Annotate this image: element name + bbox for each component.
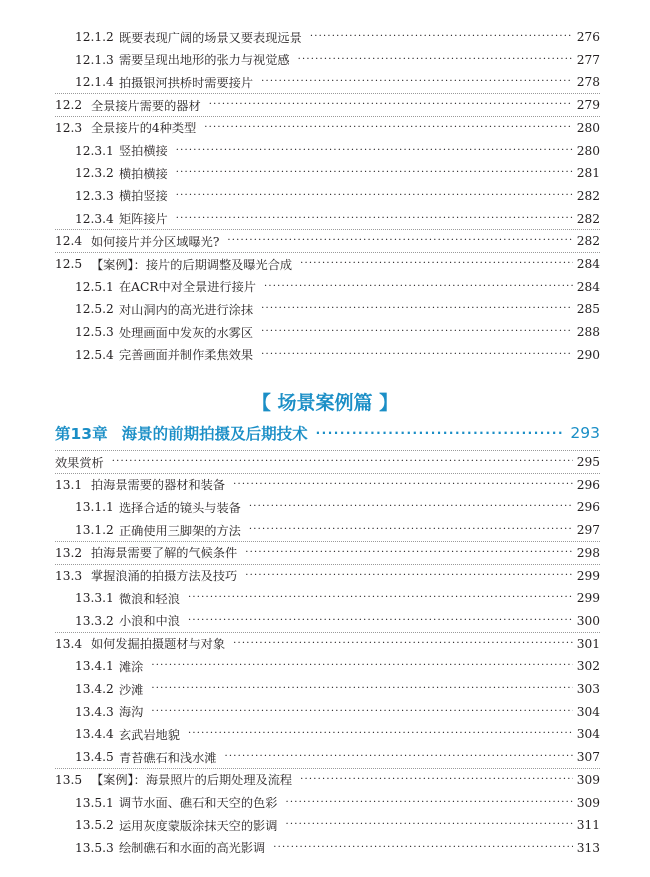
dot-leader xyxy=(233,633,573,655)
toc-section-row[interactable] xyxy=(55,474,600,496)
entry-number: 12.5.4 xyxy=(75,347,114,362)
entry-title: 玄武岩地貌 xyxy=(119,727,180,742)
entry-number: 12.3.4 xyxy=(75,211,114,226)
entry-number: 13.1.2 xyxy=(75,523,114,538)
entry-title: 运用灰度蒙版涂抹天空的影调 xyxy=(119,818,278,833)
entry-title: 拍海景需要了解的气候条件 xyxy=(91,546,238,561)
entry-number: 13.4.1 xyxy=(75,659,114,674)
entry-page-number: 302 xyxy=(576,659,600,674)
dot-leader xyxy=(227,230,572,252)
toc-subsection-row[interactable] xyxy=(75,678,600,700)
entry-title: 青苔礁石和浅水滩 xyxy=(119,750,217,765)
entry-number: 13.5.3 xyxy=(75,840,114,855)
chapter-number: 第13章 xyxy=(55,425,108,443)
dot-leader xyxy=(298,49,573,71)
dot-leader xyxy=(261,71,573,93)
chapter-heading[interactable] xyxy=(55,420,600,446)
entry-title: 全景接片需要的器材 xyxy=(91,98,201,113)
dot-leader xyxy=(261,321,573,343)
entry-number: 12.1.4 xyxy=(75,75,114,90)
toc-section-row[interactable] xyxy=(55,542,600,564)
entry-page-number: 296 xyxy=(576,477,600,492)
entry-number: 13.4.2 xyxy=(75,682,114,696)
dot-leader xyxy=(151,701,572,723)
entry-number: 13.5 xyxy=(55,772,83,787)
dot-leader xyxy=(233,474,573,496)
entry-page-number: 288 xyxy=(576,325,600,340)
entry-title: 竖拍横接 xyxy=(119,144,168,158)
entry-number: 12.3.1 xyxy=(75,143,114,158)
toc-subsection-row[interactable] xyxy=(75,298,600,320)
entry-title: 横拍横接 xyxy=(119,166,168,181)
entry-page-number: 280 xyxy=(576,143,600,158)
entry-page-number: 298 xyxy=(576,545,600,560)
entry-number: 12.3 xyxy=(55,120,83,135)
dot-leader xyxy=(112,451,573,473)
entry-title: 滩涂 xyxy=(119,659,144,674)
entry-number: 12.3.3 xyxy=(75,188,114,203)
dot-leader xyxy=(285,814,572,836)
toc-subsection-row[interactable] xyxy=(75,837,600,859)
dot-leader xyxy=(261,344,573,366)
toc-subsection-row[interactable] xyxy=(75,519,600,541)
entry-page-number: 284 xyxy=(576,257,600,271)
entry-number: 13.1 xyxy=(55,477,83,492)
entry-number: 12.1.2 xyxy=(75,30,114,44)
entry-number: 12.5.1 xyxy=(75,279,114,294)
section-heading: 【 场景案例篇 】 xyxy=(251,392,399,414)
entry-title: 如何发掘拍摄题材与对象 xyxy=(91,637,226,652)
toc-section-row[interactable] xyxy=(55,253,600,275)
dot-leader xyxy=(300,769,573,791)
entry-title: 如何接片并分区域曝光? xyxy=(91,234,220,249)
entry-page-number: 280 xyxy=(576,120,600,135)
dot-leader xyxy=(188,723,573,745)
entry-page-number: 278 xyxy=(576,75,600,90)
entry-page-number: 297 xyxy=(576,523,600,538)
entry-title: 【案例】：海景照片的后期处理及流程 xyxy=(91,773,293,788)
entry-page-number: 282 xyxy=(576,234,600,249)
entry-page-number: 296 xyxy=(576,500,600,515)
entry-title: 海沟 xyxy=(119,705,144,720)
dot-leader xyxy=(249,519,573,541)
toc-subsection-row[interactable] xyxy=(75,276,600,298)
entry-page-number: 295 xyxy=(576,455,600,469)
entry-number: 13.1.1 xyxy=(75,500,114,515)
entry-number: 13.4.5 xyxy=(75,750,114,765)
entry-page-number: 313 xyxy=(576,840,600,855)
entry-page-number: 309 xyxy=(576,772,600,787)
toc-subsection-row[interactable] xyxy=(75,71,600,93)
entry-page-number: 311 xyxy=(576,818,600,833)
toc-subsection-row[interactable] xyxy=(75,185,600,207)
entry-title: 正确使用三脚架的方法 xyxy=(119,523,241,538)
entry-number: 12.4 xyxy=(55,234,83,249)
toc-subsection-row[interactable] xyxy=(75,162,600,184)
entry-page-number: 304 xyxy=(576,704,600,719)
toc-subsection-row[interactable] xyxy=(75,49,600,71)
entry-page-number: 299 xyxy=(576,568,600,583)
toc-section-row[interactable] xyxy=(55,94,600,116)
dot-leader xyxy=(151,655,572,677)
entry-title: 在ACR中对全景进行接片 xyxy=(119,280,256,295)
dot-leader xyxy=(188,610,573,632)
entry-title: 需要呈现出地形的张力与视觉感 xyxy=(119,53,290,68)
entry-number: 13.2 xyxy=(55,545,83,560)
chapter-title: 海景的前期拍摄及后期技术 xyxy=(121,425,308,443)
entry-page-number: 279 xyxy=(576,98,600,113)
toc-subsection-row[interactable] xyxy=(75,723,600,745)
entry-number: 12.5.2 xyxy=(75,302,114,317)
entry-page-number: 309 xyxy=(576,795,600,810)
toc-subsection-row[interactable] xyxy=(75,26,600,48)
entry-page-number: 281 xyxy=(576,166,600,181)
entry-title: 微浪和轻浪 xyxy=(119,591,180,606)
entry-title: 效果赏析 xyxy=(55,455,104,470)
entry-title: 掌握浪涌的拍摄方法及技巧 xyxy=(91,569,238,583)
dot-leader xyxy=(176,208,573,230)
toc-section-row[interactable] xyxy=(55,633,600,655)
dot-leader xyxy=(209,94,573,116)
dot-leader xyxy=(273,837,572,859)
entry-number: 12.5.3 xyxy=(75,325,114,340)
entry-title: 矩阵接片 xyxy=(119,212,168,227)
entry-title: 处理画面中发灰的水雾区 xyxy=(119,325,254,340)
dot-leader xyxy=(264,276,573,298)
entry-number: 13.4 xyxy=(55,636,83,651)
toc-subsection-row[interactable] xyxy=(75,208,600,230)
entry-page-number: 282 xyxy=(576,188,600,203)
toc-subsection-row[interactable] xyxy=(75,496,600,518)
entry-page-number: 284 xyxy=(576,279,600,294)
entry-title: 拍海景需要的器材和装备 xyxy=(91,478,226,493)
entry-page-number: 304 xyxy=(576,727,600,742)
dot-leader xyxy=(245,542,572,564)
entry-number: 12.2 xyxy=(55,98,83,113)
dot-leader xyxy=(300,253,573,275)
entry-title: 完善画面并制作柔焦效果 xyxy=(119,348,254,363)
entry-page-number: 301 xyxy=(576,636,600,651)
entry-number: 12.5 xyxy=(55,257,83,271)
entry-page-number: 300 xyxy=(576,613,600,628)
entry-number: 13.3 xyxy=(55,568,83,583)
dot-leader xyxy=(225,746,573,768)
dot-leader xyxy=(176,162,573,184)
entry-title: 对山洞内的高光进行涂抹 xyxy=(119,302,254,317)
entry-title: 绘制礁石和水面的高光影调 xyxy=(119,841,266,856)
entry-page-number: 299 xyxy=(576,591,600,606)
dot-leader xyxy=(151,678,572,700)
entry-number: 13.4.4 xyxy=(75,727,114,742)
entry-page-number: 282 xyxy=(576,211,600,226)
dot-leader xyxy=(261,298,573,320)
dot-leader xyxy=(176,140,573,162)
entry-page-number: 276 xyxy=(576,30,600,44)
entry-title: 调节水面、礁石和天空的色彩 xyxy=(119,796,278,810)
toc-subsection-row[interactable] xyxy=(75,321,600,343)
chapter-page: 293 xyxy=(570,424,600,442)
entry-title: 选择合适的镜头与装备 xyxy=(119,500,241,515)
entry-title: 横拍竖接 xyxy=(119,189,168,204)
toc-subsection-row[interactable] xyxy=(75,140,600,162)
toc-section-row[interactable] xyxy=(55,230,600,252)
dot-leader xyxy=(245,565,572,587)
dot-leader xyxy=(285,792,572,814)
dot-leader xyxy=(204,117,572,139)
toc-subsection-row[interactable] xyxy=(75,746,600,768)
toc-subsection-row[interactable] xyxy=(75,792,600,814)
toc-subsection-row[interactable] xyxy=(75,344,600,366)
entry-title: 全景接片的4种类型 xyxy=(91,121,197,136)
dot-leader xyxy=(188,587,573,609)
entry-page-number: 307 xyxy=(576,750,600,765)
entry-page-number: 277 xyxy=(576,52,600,67)
toc-subsection-row[interactable] xyxy=(75,587,600,609)
entry-number: 13.3.2 xyxy=(75,613,114,628)
entry-number: 13.4.3 xyxy=(75,704,114,719)
toc-section-row[interactable] xyxy=(55,769,600,791)
entry-page-number: 303 xyxy=(576,682,600,696)
dot-leader xyxy=(249,496,573,518)
toc-subsection-row[interactable] xyxy=(75,610,600,632)
entry-number: 13.5.2 xyxy=(75,818,114,833)
dot-leader xyxy=(310,26,573,48)
entry-title: 沙滩 xyxy=(119,682,144,697)
entry-page-number: 290 xyxy=(576,347,600,362)
entry-title: 小浪和中浪 xyxy=(119,614,180,629)
entry-title: 既要表现广阔的场景又要表现远景 xyxy=(119,30,302,45)
toc-subsection-row[interactable] xyxy=(75,701,600,723)
entry-number: 13.3.1 xyxy=(75,591,114,606)
toc-subsection-row[interactable] xyxy=(75,814,600,836)
toc-section-row[interactable] xyxy=(55,117,600,139)
entry-page-number: 285 xyxy=(576,302,600,317)
toc-section-row[interactable] xyxy=(55,451,600,473)
toc-section-row[interactable] xyxy=(55,565,600,587)
toc-subsection-row[interactable] xyxy=(75,655,600,677)
entry-number: 13.5.1 xyxy=(75,795,114,810)
dot-leader xyxy=(176,185,573,207)
entry-title: 【案例】：接片的后期调整及曝光合成 xyxy=(91,257,293,272)
entry-number: 12.3.2 xyxy=(75,166,114,181)
dot-leader xyxy=(316,420,565,446)
entry-title: 拍摄银河拱桥时需要接片 xyxy=(119,75,254,90)
entry-number: 12.1.3 xyxy=(75,52,114,67)
